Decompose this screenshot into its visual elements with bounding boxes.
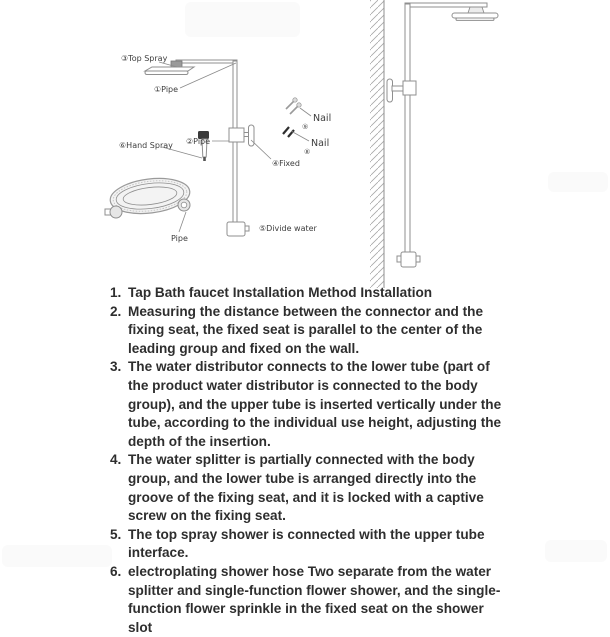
instruction-text: Measuring the distance between the connector and the fixing seat, the fixed seat is parallel to the center of the leading group and fixed on the wall. [128,303,484,356]
divide-water-nub [245,226,249,231]
hose-connector-right-hole [181,202,187,208]
watermark-blob [2,545,112,567]
instruction-item-4 [110,451,510,525]
label-hose-pipe: Pipe [171,234,188,243]
label-pipe-upper: ①Pipe [154,85,179,94]
instruction-item-5 [110,526,510,563]
assembled-top-arm [405,3,487,7]
divide-water-block [227,222,245,236]
instruction-number: 5. [110,526,122,542]
fixing-seat-flange [249,125,255,146]
assembled-nub-right [416,256,420,262]
assembled-divide-water [401,252,416,267]
assembled-riser-pipe [405,4,410,254]
exploded-parts-diagram [105,54,331,243]
label-nail-anchors-num: ⑧ [304,148,311,156]
label-pipe-lower: ②Pipe [186,137,211,146]
instruction-text: The water distributor connects to the lower tube (part of the product water distributor is connected to the body group), and the upper tube is inserted vertically under the tube, according to the individual use height, adjusting the depth of the insertion. [128,359,502,449]
label-nail-anchors: Nail [311,138,330,149]
watermark-blob [185,2,300,37]
instruction-number: 1. [110,285,122,300]
instruction-number: 2. [110,303,122,319]
label-top-spray: ③Top Spray [121,54,168,63]
pointer-nail-anchors [291,131,309,141]
hose-connector-left [110,206,122,218]
assembled-head-connector [468,7,484,13]
assembled-slider-block [403,81,416,95]
assembled-shower-head-face [456,18,494,20]
top-arm-pipe [176,60,237,63]
pointer-fixed [251,140,271,159]
label-nail-screws: Nail [313,113,332,124]
top-spray-face [145,71,188,75]
shower-installation-diagram [0,0,610,290]
wall-hatching [370,0,384,288]
screws-group [286,98,301,114]
instruction-number: 4. [110,452,122,468]
instruction-item-6 [110,563,510,637]
instruction-item-1 [110,284,510,303]
label-hand-spray: ⑥Hand Spray [119,141,173,150]
slider-block [229,128,244,142]
label-nail-screws-num: ⑨ [302,123,309,131]
watermark-blob [548,172,608,192]
hand-spray-tip [203,157,206,161]
label-fixed: ④Fixed [272,159,300,168]
pointer-hose-pipe [179,212,186,232]
instruction-item-3 [110,358,510,451]
instruction-text: Tap Bath faucet Installation Method Installation [128,285,433,300]
watermark-blob [545,540,607,562]
assembled-shower-head [452,13,498,18]
assembled-nub-left [397,256,401,262]
instruction-number: 6. [110,563,122,579]
instruction-text: The top spray shower is connected with the upper tube interface. [128,526,485,561]
instruction-number: 3. [110,359,122,375]
instruction-text: electroplating shower hose Two separate from the water splitter and single-function flower shower, and the single-function flower sprinkle in the fixed seat on the shower slot [128,563,501,635]
pointer-nail-screws [300,108,311,116]
instruction-text: The water splitter is partially connected with the body group, and the lower tube is arranged directly into the groove of the fixing seat, and it is locked with a captive screw on the fixing seat. [128,452,484,524]
label-divide-water: ⑤Divide water [259,224,317,233]
assembled-wall-diagram [370,0,498,288]
instruction-item-2 [110,303,510,359]
top-spray-head [145,67,194,71]
instruction-list [110,284,510,637]
